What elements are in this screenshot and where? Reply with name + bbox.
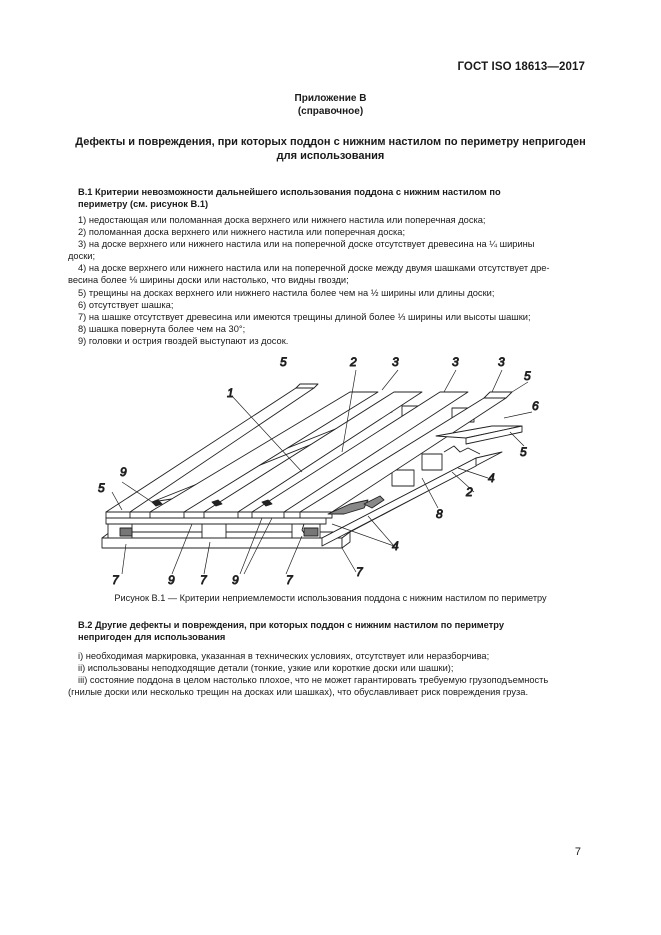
callout-3: 3 [392,355,399,369]
list-item: ii) использованы неподходящие детали (тонкие, узкие или короткие доски или шашки); [78,663,454,674]
section-b2-heading-line2: непригоден для использования [78,632,226,642]
callout-7: 7 [200,573,207,587]
callout-8: 8 [436,507,443,521]
standard-number: ГОСТ ISO 18613—2017 [457,61,585,73]
list-item: 4) на доске верхнего или нижнего настила или на поперечной доске между двумя шашками отсутствует дре- [78,263,550,274]
callout-2: 2 [466,485,473,499]
callout-3: 3 [498,355,505,369]
list-item: весина более ⅛ ширины доски или настолько, что видны гвозди; [68,275,349,286]
callout-7: 7 [286,573,293,587]
callout-5: 5 [524,369,531,383]
list-item: iii) состояние поддона в целом настолько плохое, что не может гарантировать требуемую грузоподъемность [78,675,549,686]
callout-9: 9 [120,465,127,479]
annex-heading [0,92,661,118]
list-item: 8) шашка повернута более чем на 30°; [78,323,246,334]
list-item: 3) на доске верхнего или нижнего настила или на поперечной доске отсутствует древесина на ¼ ширины [78,239,535,250]
list-item: 7) на шашке отсутствует древесина или имеются трещины длиной более ⅓ ширины или высоты шашки; [78,311,531,322]
callout-7: 7 [356,565,363,579]
annex-title: Приложение В [294,93,367,104]
section-b1-list [68,214,603,347]
callout-3: 3 [452,355,459,369]
figure-caption: Рисунок В.1 — Критерии неприемлемости использования поддона с нижним настилом по периметру [114,593,547,603]
section-b2-list [68,650,603,698]
section-b1-heading-line2: периметру (см. рисунок В.1) [78,199,209,209]
section-b1-heading [78,186,603,210]
list-item: 6) отсутствует шашка; [78,299,174,310]
callout-5: 5 [520,445,527,459]
section-b2-heading [78,619,603,643]
list-item: (гнилые доски или несколько трещин на досках или шашках), что обуславливает риск повреждения груза. [68,687,529,698]
list-item: 2) поломанная доска верхнего или нижнего настила или поперечная доска; [78,227,406,238]
page-title [60,135,601,163]
callout-5: 5 [280,355,287,369]
list-item: 1) недостающая или поломанная доска верхнего или нижнего настила или поперечная доска; [78,215,486,225]
callout-5: 5 [98,481,105,495]
callout-4: 4 [488,471,495,485]
annex-subtitle: (справочное) [297,106,364,117]
callout-4: 4 [392,539,399,553]
section-b1-heading-line1: В.1 Критерии невозможности дальнейшего использования поддона с нижним настилом по [78,187,501,197]
section-b2-heading-line1: В.2 Другие дефекты и повреждения, при которых поддон с нижним настилом по периметру [78,620,504,630]
callout-9: 9 [232,573,239,587]
list-item: 9) головки и острия гвоздей выступают из досок. [78,335,289,346]
list-item: i) необходимая маркировка, указанная в технических условиях, отсутствует или неразборчива; [78,651,490,661]
page-title-line1: Дефекты и повреждения, при которых поддон с нижним настилом по периметру непригоден [75,136,586,148]
callout-7: 7 [112,573,119,587]
callout-1: 1 [227,386,234,400]
pallet-figure [92,352,552,588]
callout-2: 2 [350,355,357,369]
list-item: доски; [68,251,96,262]
list-item: 5) трещины на досках верхнего или нижнего настила более чем на ½ ширины или длины доски; [78,287,495,298]
page-number: 7 [574,846,581,858]
page-title-line2: для использования [276,150,385,162]
callout-6: 6 [532,399,539,413]
callout-9: 9 [168,573,175,587]
